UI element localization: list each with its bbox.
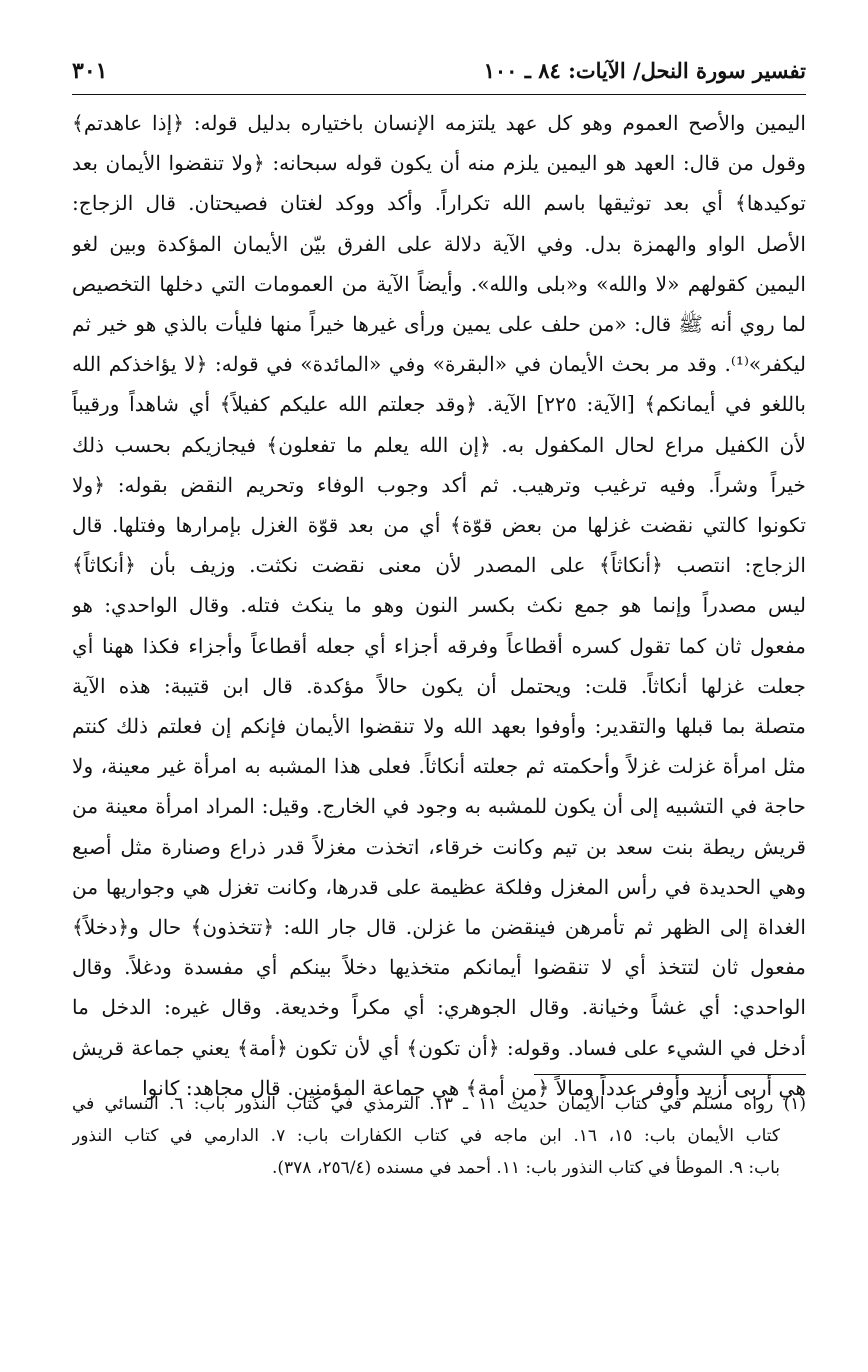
text-line: هي أربى أزيد وأوفر عدداً ومالاً ﴿من أمة﴾ هي جماعة المؤمنين. قال مجاهد: كانوا <box>142 1075 806 1100</box>
text-line: جعلت غزلها أنكاثاً. قلت: ويحتمل أن يكون حالاً مؤكدة. قال ابن قتيبة: هذه الآية <box>72 673 806 698</box>
text-line: تكونوا كالتي نقضت غزلها من بعض قوّة﴾ أي من بعد قوّة الغزل بإمرارها وفتلها. قال <box>72 513 806 538</box>
footnote-line: باب: ٩. الموطأ في كتاب النذور باب: ١١. أحمد في مسنده (٢٥٦/٤، ٣٧٨). <box>271 1158 780 1178</box>
text-line: لأن الكفيل مراع لحال المكفول به. ﴿إن الله يعلم ما تفعلون﴾ فيجازيكم بحسب ذلك <box>72 432 806 457</box>
text-line: ليكفر»⁽¹⁾. وقد مر بحث الأيمان في «البقرة» وفي «المائدة» في قوله: ﴿لا يؤاخذكم الله <box>72 352 806 377</box>
text-line: باللغو في أيمانكم﴾ [الآية: ٢٢٥] الآية. ﴿وقد جعلتم الله عليكم كفيلاً﴾ أي شاهداً ورقيباً <box>72 392 806 417</box>
text-line: قريش ريطة بنت سعد بن تيم وكانت خرقاء، اتخذت مغزلاً قدر ذراع وصنارة مثل أصبع <box>72 834 806 859</box>
text-line: متصلة بما قبلها والتقدير: وأوفوا بعهد الله ولا تنقضوا الأيمان فإنكم إن فعلتم ذلك كنتم <box>72 714 806 739</box>
text-line: خيراً وشراً. وفيه ترغيب وترهيب. ثم أكد وجوب الوفاء وتحريم النقض بقوله: ﴿ولا <box>72 472 806 497</box>
page-number: ٣٠١ <box>72 58 108 84</box>
text-line: لما روي أنه ﷺ قال: «من حلف على يمين ورأى غيرها خيراً منها فليأت بالذي هو خير ثم <box>72 312 806 337</box>
header-title: تفسير سورة النحل/ الآيات: ٨٤ ـ ١٠٠ <box>483 58 806 83</box>
body-text <box>72 103 806 1108</box>
text-line: الواحدي: أي غشاً وخيانة. وقال الجوهري: أي مكراً وخديعة. وقال غيره: الدخل ما <box>72 995 806 1020</box>
text-line: مثل امرأة غزلت غزلاً وأحكمته ثم جعلته أنكاثاً. فعلى هذا المشبه به امرأة غير معينة، ولا <box>72 754 806 779</box>
text-line: ليس مصدراً وإنما هو جمع نكث بكسر النون وهو ما ينكث فتله. وقال الواحدي: هو <box>72 593 806 618</box>
text-line: وهي الحديدة في رأس المغزل وفلكة عظيمة على قدرها، وكانت تغزل هي وجواريها من <box>72 874 806 899</box>
text-line: مفعول ثان كما تقول كسره أقطاعاً وفرقه أجزاء أي جعله أقطاعاً وأجزاء فكذا ههنا أي <box>72 633 806 658</box>
text-line: أدخل في الشيء على فساد. وقوله: ﴿أن تكون﴾ أي لأن تكون ﴿أمة﴾ يعني جماعة قريش <box>72 1035 806 1060</box>
text-line: حاجة في التشبيه إلى أن يكون للمشبه به وجود في الخارج. وقيل: المراد امرأة معينة من <box>72 794 806 819</box>
footnote-line: (١) رواه مسلم في كتاب الأيمان حديث ١١ ـ ١٣. الترمذي في كتاب النذور باب: ٦. النسائي في <box>72 1094 806 1114</box>
text-line: توكيدها﴾ أي بعد توثيقها باسم الله تكراراً. وأكد ووكد لغتان فصيحتان. قال الزجاج: <box>72 191 806 216</box>
text-line: وقول من قال: العهد هو اليمين يلزم منه أن يكون قوله سبحانه: ﴿ولا تنقضوا الأيمان بعد <box>72 151 806 176</box>
running-header <box>72 58 806 95</box>
footnote-line: كتاب الأيمان باب: ١٥، ١٦. ابن ماجه في كتاب الكفارات باب: ٧. الدارمي في كتاب النذور <box>72 1126 781 1146</box>
text-line: اليمين كقولهم «لا والله» و«بلى والله». وأيضاً الآية من العمومات التي دخلها التخصيص <box>72 271 806 296</box>
text-line: مفعول ثان لتتخذ أي لا تنقضوا أيمانكم متخذيها دخلاً بينكم أي مفسدة ودغلاً. وقال <box>72 955 806 980</box>
book-page <box>72 58 806 1318</box>
footnotes <box>72 1088 806 1184</box>
text-line: الزجاج: انتصب ﴿أنكاثاً﴾ على المصدر لأن معنى نقضت نكثت. وزيف بأن ﴿أنكاثاً﴾ <box>72 553 806 578</box>
footnote-divider <box>534 1074 806 1075</box>
text-line: اليمين والأصح العموم وهو كل عهد يلتزمه الإنسان باختياره بدليل قوله: ﴿إذا عاهدتم﴾ <box>72 111 806 135</box>
text-line: الأصل الواو والهمزة بدل. وفي الآية دلالة على الفرق بيّن الأيمان المؤكدة وبين لغو <box>72 231 806 256</box>
text-line: الغداة إلى الظهر ثم تأمرهن فينقضن ما غزلن. قال جار الله: ﴿تتخذون﴾ حال و﴿دخلاً﴾ <box>72 915 806 940</box>
